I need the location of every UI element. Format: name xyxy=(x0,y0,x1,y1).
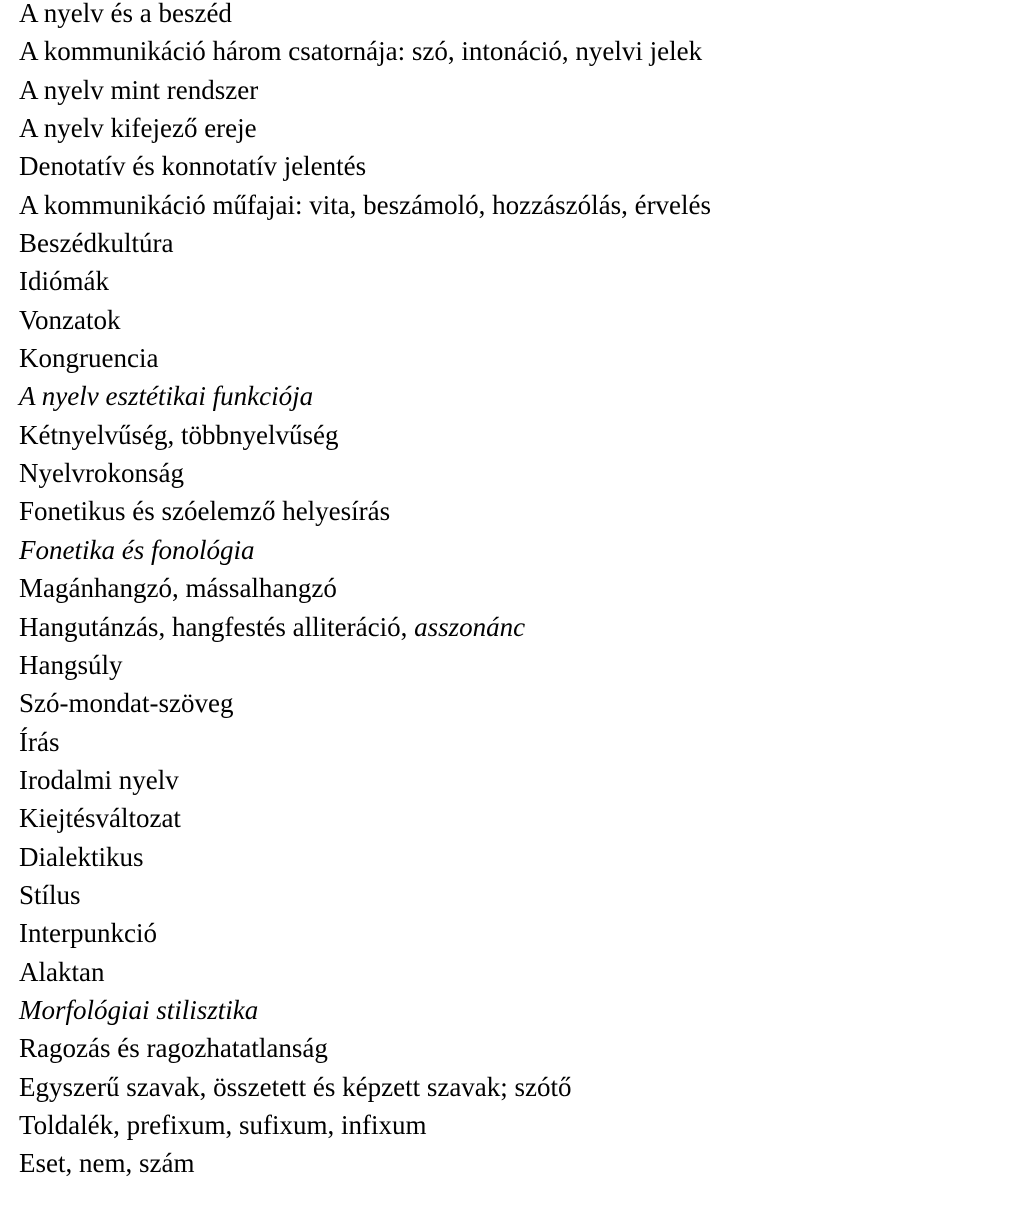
topic-line-italic: A nyelv esztétikai funkciója xyxy=(19,381,314,412)
topic-line: Kétnyelvűség, többnyelvűség xyxy=(19,419,339,450)
topic-line: Irodalmi nyelv xyxy=(19,764,179,795)
topic-line: Interpunkció xyxy=(19,918,157,949)
topic-line: Dialektikus xyxy=(19,841,144,872)
topic-line: A nyelv és a beszéd xyxy=(19,0,232,28)
topic-line: Stílus xyxy=(19,879,81,910)
topic-line: Hangsúly xyxy=(19,649,123,680)
topic-line-italic: Morfológiai stilisztika xyxy=(19,994,259,1025)
topic-line: Szó-mondat-szöveg xyxy=(19,688,234,719)
topic-line: Alaktan xyxy=(19,956,105,987)
topic-line xyxy=(19,608,711,646)
topic-line: Magánhangzó, mássalhangzó xyxy=(19,573,337,604)
topic-line: Denotatív és konnotatív jelentés xyxy=(19,151,367,182)
topic-line: Egyszerű szavak, összetett és képzett szavak; szótő xyxy=(19,1071,572,1102)
topic-line: Fonetikus és szóelemző helyesírás xyxy=(19,496,391,527)
italic-term: asszonánc xyxy=(414,611,526,642)
topic-line: A kommunikáció három csatornája: szó, intonáció, nyelvi jelek xyxy=(19,36,703,67)
topic-line: Ragozás és ragozhatatlanság xyxy=(19,1033,328,1064)
topic-line: Idiómák xyxy=(19,266,109,297)
topic-list xyxy=(19,0,711,1183)
topic-line: Kiejtésváltozat xyxy=(19,803,181,834)
topic-line: A nyelv kifejező ereje xyxy=(19,113,257,144)
topic-line: Beszédkultúra xyxy=(19,228,174,259)
topic-line: Eset, nem, szám xyxy=(19,1148,195,1179)
topic-line: Nyelvrokonság xyxy=(19,458,184,489)
topic-line-italic: Fonetika és fonológia xyxy=(19,534,255,565)
topic-line-text: Hangutánzás, hangfestés alliteráció, xyxy=(19,611,415,642)
topic-line: Írás xyxy=(19,726,60,757)
topic-line: Toldalék, prefixum, sufixum, infixum xyxy=(19,1109,427,1140)
topic-line: A kommunikáció műfajai: vita, beszámoló, hozzászólás, érvelés xyxy=(19,189,712,220)
topic-line: A nyelv mint rendszer xyxy=(19,74,259,105)
topic-line: Vonzatok xyxy=(19,304,121,335)
topic-line: Kongruencia xyxy=(19,343,159,374)
